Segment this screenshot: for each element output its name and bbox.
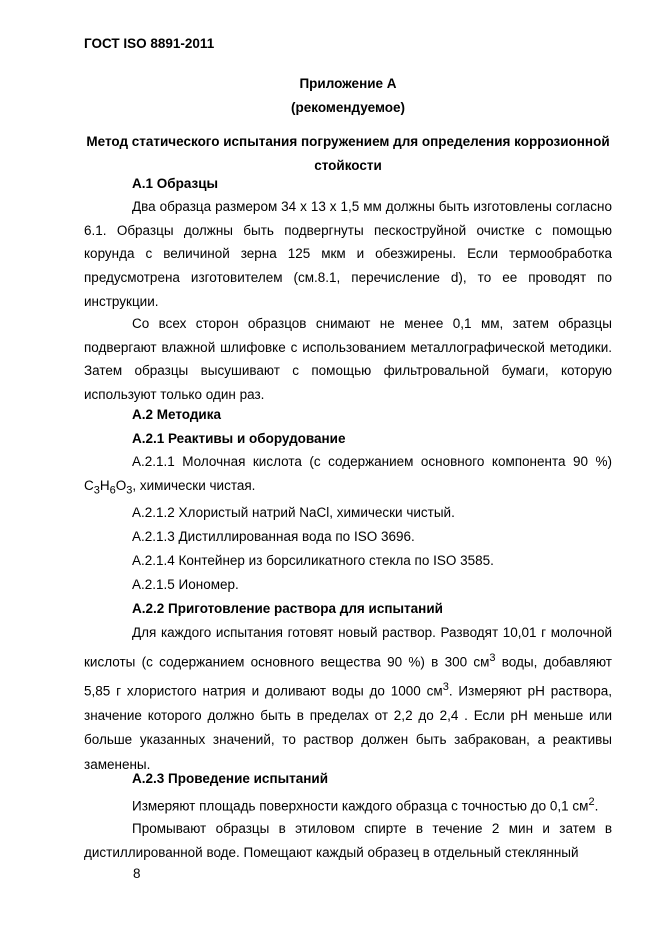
a22-paragraph: Для каждого испытания готовят новый раствор. Разводят 10,01 г молочной кислоты (с содержанием основного вещества 90 %) в 300 $см^3$ воды, добавляют 5,85 г хлористого натрия и доливают воды до 1000 $см^3$. Измеряют рН раствора, значение которого должно быть в пределах от 2,2 до 2,4 . Если рН меньше или больше указанных значений, то раствор должен быть забракован, а реактивы заменены. bbox=[84, 625, 612, 772]
a1-paragraph-2: Со всех сторон образцов снимают не менее 0,1 мм, затем образцы подвергают влажной шлифовке с использованием металлографической методики. Затем образцы высушивают с помощью фильтровальной бумаги, которую используют только один раз. bbox=[84, 316, 612, 403]
a215-item: А.2.1.5 Иономер. bbox=[132, 577, 239, 592]
annex-status: (рекомендуемое) bbox=[291, 100, 405, 115]
page-number: 8 bbox=[133, 866, 141, 881]
a212-item: А.2.1.2 Хлористый натрий NaCl, химически чистый. bbox=[132, 505, 455, 520]
method-title-line1: Метод статического испытания погружением для определения коррозионной bbox=[86, 134, 610, 149]
a1-heading: А.1 Образцы bbox=[132, 176, 219, 191]
document-header: ГОСТ ISO 8891-2011 bbox=[84, 36, 215, 51]
a211-text: А.2.1.1 Молочная кислота (с содержанием основного компонента 90 %) bbox=[132, 454, 612, 469]
chemical-formula: $C_3H_6O_3$ bbox=[84, 477, 133, 497]
a2-heading: А.2 Методика bbox=[132, 407, 221, 422]
a211-tail: , химически чистая. bbox=[132, 477, 256, 493]
a23-paragraph-2: Промывают образцы в этиловом спирте в течение 2 мин и затем в дистиллированной воде. Помещают каждый образец в отдельный стеклянный bbox=[84, 821, 612, 860]
a23-paragraph-1: Измеряют площадь поверхности каждого образца с точностью до 0,1 $см^2$. bbox=[132, 796, 599, 814]
a21-heading: А.2.1 Реактивы и оборудование bbox=[132, 431, 346, 446]
method-title bbox=[84, 130, 612, 178]
a213-item: А.2.1.3 Дистиллированная вода по ISO 3696. bbox=[132, 529, 415, 544]
annex-title: Приложение А bbox=[299, 76, 397, 91]
a214-item: А.2.1.4 Контейнер из борсиликатного стекла по ISO 3585. bbox=[132, 553, 494, 568]
a211-item bbox=[84, 450, 612, 503]
a1-paragraph-1: Два образца размером 34 х 13 х 1,5 мм должны быть изготовлены согласно 6.1. Образцы должны быть подвергнуты пескоструйной очистке с помощью корунда с величиной зерна 125 мкм и обезжирены. Если термообработка предусмотрена изготовителем (см.8.1, перечисление d), то ее проводят по инструкции. bbox=[84, 199, 612, 309]
a22-heading: А.2.2 Приготовление раствора для испытаний bbox=[132, 601, 443, 616]
a23-heading: А.2.3 Проведение испытаний bbox=[132, 771, 328, 786]
method-title-line2: стойкости bbox=[314, 158, 382, 173]
